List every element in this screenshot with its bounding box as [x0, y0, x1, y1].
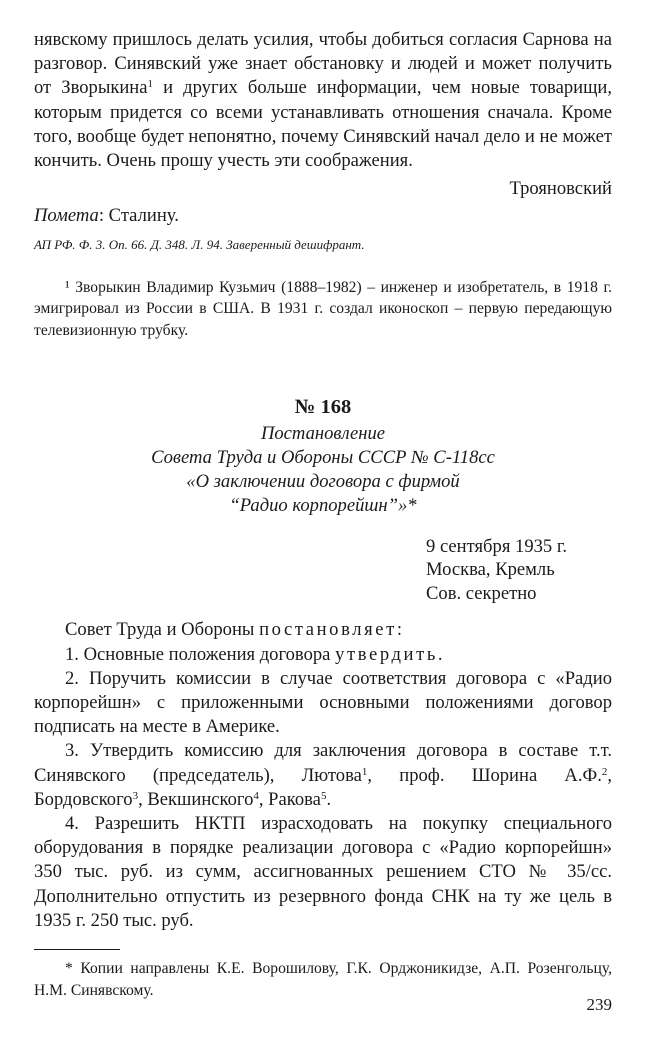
title-line: “Радио корпорейшн”»* [229, 494, 417, 516]
archive-reference: АП РФ. Ф. 3. Оп. 66. Д. 348. Л. 94. Заверенный дешифрант. [34, 236, 365, 252]
document-number: № 168 [294, 396, 352, 419]
document-date: 9 сентября 1935 г. [426, 535, 568, 557]
intro-text: Совет Труда и Обороны [65, 619, 260, 641]
item-text: , Ракова [258, 788, 321, 810]
item-text: 3. Утвердить комиссию для заключения договора в составе т.т. Синявского (председатель), Лютова [34, 740, 612, 786]
document-page [34, 28, 612, 1001]
previous-letter-paragraph [34, 28, 612, 173]
item-text: , Бордовского [34, 764, 612, 810]
resolution-item-3 [34, 739, 612, 812]
resolution-item-2: 2. Поручить комиссии в случае соответствия договора с «Радио корпорейшн» с приложенными основными положениями договор подписать на месте в Америке. [34, 667, 612, 738]
document-classification: Сов. секретно [426, 582, 537, 604]
footnote-zworykin: ¹ Зворыкин Владимир Кузьмич (1888–1982) – инженер и изобретатель, в 1918 г. эмигрировал из России в США. В 1931 г. создал иконоскоп – первую передающую телевизионную трубку. [34, 278, 612, 339]
page-number: 239 [586, 995, 612, 1014]
title-line: Постановление [260, 423, 386, 445]
note-value: : Сталину. [98, 205, 179, 227]
intro-colon: : [396, 619, 402, 641]
signature: Трояновский [509, 178, 612, 200]
resolution-intro [34, 618, 612, 642]
footnote-marker: 4 [253, 789, 259, 802]
footnote-divider [34, 949, 120, 950]
item-text: . [326, 788, 332, 810]
document-meta [426, 535, 612, 606]
emphasis-word: постановляет [259, 619, 397, 641]
item-text: 1. Основные положения договора [65, 643, 336, 665]
note-label: Помета [34, 205, 99, 227]
paragraph-text-continued: и других больше информации, чем новые товарищи, которым придется со всеми устанавливать отношения сначала. Кроме того, вообще будет непонятно, почему Синявский начал дело и не может кончить. Очень прошу учесть эти соображения. [34, 77, 613, 172]
item-text: , проф. Шорина А.Ф. [367, 764, 602, 786]
resolution-item-1 [34, 643, 612, 667]
footnote-marker: 3 [132, 789, 139, 802]
footnote-marker: 1 [147, 78, 154, 91]
item-text: , Векшинского [138, 788, 254, 810]
note-line [34, 204, 612, 228]
paragraph-text: нявскому пришлось делать усилия, чтобы добиться согласия Сарнова на разговор. Синявский уже знает обстановку и людей и может получить от Зворыкина [34, 29, 612, 99]
emphasis-word: утвердить [335, 643, 438, 665]
footnote-copies: * Копии направлены К.Е. Ворошилову, Г.К. Орджоникидзе, А.П. Розенгольцу, Н.М. Синявскому. [34, 960, 612, 999]
item-period: . [437, 643, 443, 665]
title-line: Совета Труда и Обороны СССР № С-118сс [151, 447, 495, 469]
resolution-item-4: 4. Разрешить НКТП израсходовать на покупку специального оборудования в порядке реализации договора с «Радио корпорейшн» 350 тыс. руб. из сумм, ассигнованных решением СТО № 35/сс. Дополнительно отпустить из резервного фонда СНК на ту же цель в 1935 г. 250 тыс. руб. [34, 813, 612, 931]
document-title [34, 422, 612, 517]
footnote-marker: 2 [601, 765, 608, 778]
footnote-marker: 5 [320, 789, 327, 802]
footnote-marker: 1 [361, 765, 368, 778]
title-line: «О заключении договора с фирмой [186, 471, 460, 492]
document-place: Москва, Кремль [426, 559, 555, 581]
resolution-body [34, 618, 612, 933]
